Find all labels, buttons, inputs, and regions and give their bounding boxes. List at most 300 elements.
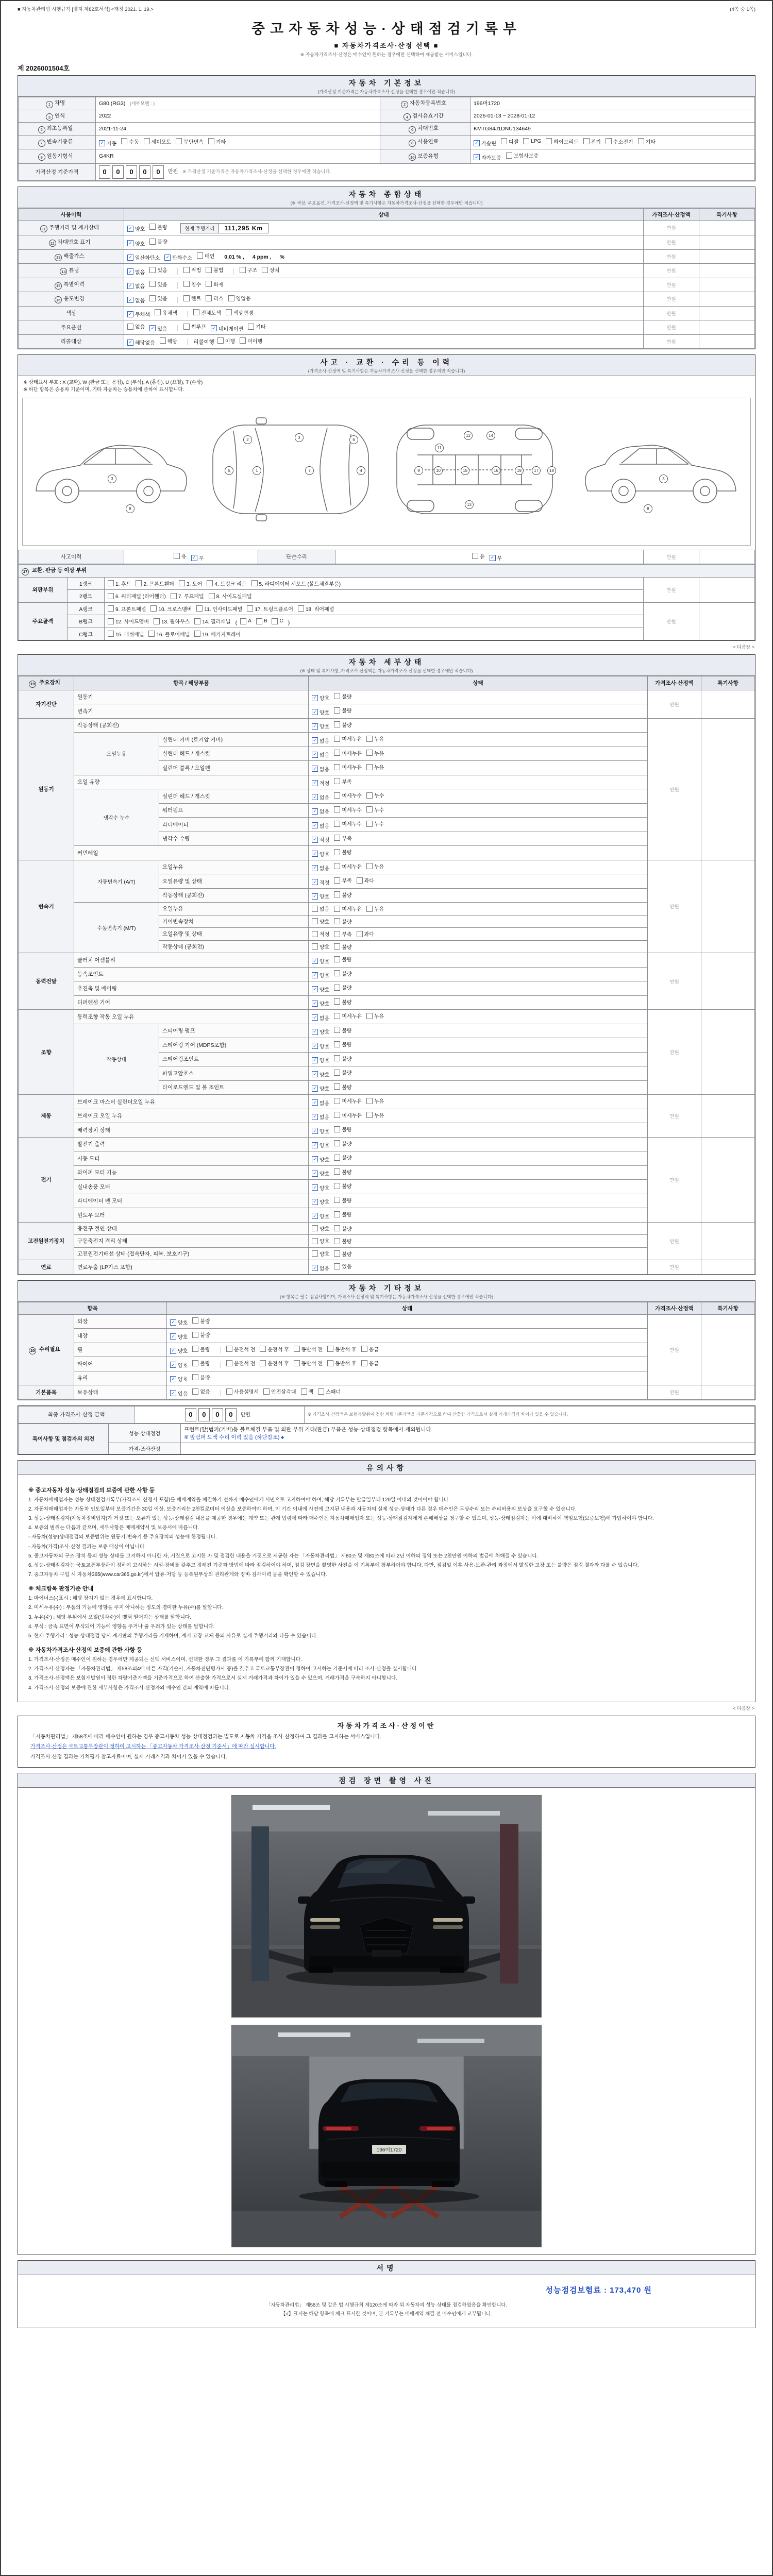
checkbox-checked-icon[interactable]: ✓	[312, 1199, 318, 1205]
checkbox-icon[interactable]	[294, 1360, 300, 1366]
checkbox-icon[interactable]	[334, 721, 340, 727]
checkbox-icon[interactable]	[327, 1360, 333, 1366]
checkbox-icon[interactable]	[361, 1346, 367, 1352]
checkbox-icon[interactable]	[149, 281, 156, 287]
checkbox-icon[interactable]	[334, 792, 340, 799]
checkbox-option[interactable]	[334, 918, 351, 925]
checkbox-icon[interactable]	[334, 1168, 340, 1175]
checkbox-option[interactable]	[192, 1317, 210, 1325]
checkbox-option[interactable]	[298, 605, 334, 613]
checkbox-icon[interactable]	[334, 736, 340, 742]
checkbox-checked-icon[interactable]: ✓	[127, 240, 133, 246]
checkbox-option[interactable]	[334, 1154, 351, 1161]
checkbox-option[interactable]	[366, 862, 384, 870]
checkbox-icon[interactable]	[226, 1388, 232, 1395]
checkbox-icon[interactable]	[312, 1250, 318, 1257]
checkbox-option[interactable]	[334, 834, 351, 842]
checkbox-option[interactable]	[226, 1359, 255, 1367]
checkbox-option[interactable]	[334, 862, 362, 870]
checkbox-icon[interactable]	[206, 267, 212, 273]
checkbox-checked-icon[interactable]: ✓	[312, 1086, 318, 1092]
checkbox-icon[interactable]	[174, 553, 180, 559]
checkbox-checked-icon[interactable]: ✓	[127, 311, 133, 317]
checkbox-icon[interactable]	[501, 138, 507, 144]
checkbox-icon[interactable]	[251, 580, 258, 586]
checkbox-icon[interactable]	[334, 750, 340, 756]
checkbox-icon[interactable]	[334, 1211, 340, 1217]
checkbox-icon[interactable]	[523, 138, 529, 144]
checkbox-option[interactable]	[149, 223, 167, 231]
checkbox-icon[interactable]	[193, 309, 199, 315]
checkbox-option[interactable]	[263, 1387, 296, 1395]
checkbox-option[interactable]	[312, 1056, 329, 1064]
checkbox-option[interactable]	[164, 253, 192, 261]
checkbox-option[interactable]	[127, 240, 145, 247]
checkbox-icon[interactable]	[226, 1346, 232, 1352]
checkbox-option[interactable]	[312, 864, 329, 872]
checkbox-option[interactable]	[334, 763, 362, 771]
checkbox-option[interactable]	[334, 735, 362, 742]
checkbox-checked-icon[interactable]: ✓	[127, 255, 133, 261]
checkbox-option[interactable]	[312, 878, 329, 886]
checkbox-option[interactable]	[148, 630, 190, 638]
checkbox-option[interactable]	[226, 1387, 259, 1395]
checkbox-option[interactable]	[192, 1331, 210, 1338]
checkbox-checked-icon[interactable]: ✓	[312, 1014, 318, 1021]
checkbox-icon[interactable]	[334, 1197, 340, 1203]
checkbox-option[interactable]	[366, 905, 384, 912]
checkbox-option[interactable]	[312, 1042, 329, 1050]
checkbox-icon[interactable]	[108, 593, 114, 599]
checkbox-option[interactable]	[272, 618, 283, 624]
checkbox-option[interactable]	[192, 1359, 210, 1367]
checkbox-option[interactable]	[312, 1212, 329, 1220]
checkbox-option[interactable]	[312, 1014, 329, 1022]
checkbox-icon[interactable]	[121, 138, 127, 144]
checkbox-icon[interactable]	[334, 778, 340, 784]
checkbox-icon[interactable]	[108, 605, 114, 612]
checkbox-icon[interactable]	[149, 224, 156, 230]
checkbox-option[interactable]	[312, 737, 329, 744]
checkbox-icon[interactable]	[144, 138, 150, 144]
checkbox-icon[interactable]	[171, 593, 177, 599]
checkbox-icon[interactable]	[334, 1098, 340, 1104]
checkbox-icon[interactable]	[334, 1238, 340, 1244]
checkbox-option[interactable]	[366, 791, 384, 799]
checkbox-option[interactable]	[334, 1250, 351, 1258]
checkbox-option[interactable]	[312, 1141, 329, 1149]
checkbox-option[interactable]	[334, 955, 351, 963]
checkbox-icon[interactable]	[357, 931, 363, 937]
checkbox-option[interactable]	[226, 309, 254, 316]
checkbox-icon[interactable]	[240, 267, 246, 273]
checkbox-checked-icon[interactable]: ✓	[312, 958, 318, 964]
checkbox-icon[interactable]	[366, 792, 373, 799]
checkbox-option[interactable]	[334, 692, 351, 700]
checkbox-checked-icon[interactable]: ✓	[312, 1171, 318, 1177]
checkbox-option[interactable]	[127, 225, 145, 232]
checkbox-option[interactable]	[240, 618, 251, 624]
checkbox-option[interactable]	[312, 1099, 329, 1107]
checkbox-option[interactable]	[160, 337, 177, 345]
checkbox-option[interactable]	[334, 706, 351, 714]
checkbox-option[interactable]	[334, 1168, 351, 1176]
checkbox-option[interactable]	[312, 1225, 329, 1232]
checkbox-option[interactable]	[149, 325, 167, 332]
checkbox-icon[interactable]	[472, 553, 478, 559]
checkbox-checked-icon[interactable]: ✓	[312, 808, 318, 815]
checkbox-icon[interactable]	[357, 877, 363, 884]
checkbox-option[interactable]	[149, 266, 167, 274]
checkbox-icon[interactable]	[207, 580, 213, 586]
checkbox-icon[interactable]	[192, 1332, 198, 1338]
checkbox-icon[interactable]	[334, 863, 340, 869]
checkbox-option[interactable]	[312, 971, 329, 979]
checkbox-icon[interactable]	[149, 267, 156, 273]
checkbox-option[interactable]	[294, 1359, 323, 1367]
checkbox-option[interactable]	[136, 580, 174, 587]
checkbox-icon[interactable]	[361, 1360, 367, 1366]
checkbox-option[interactable]	[490, 554, 502, 562]
checkbox-icon[interactable]	[108, 618, 114, 624]
checkbox-icon[interactable]	[208, 138, 214, 144]
checkbox-option[interactable]	[357, 930, 374, 938]
checkbox-option[interactable]	[366, 806, 384, 814]
checkbox-icon[interactable]	[334, 693, 340, 699]
checkbox-option[interactable]	[194, 617, 230, 625]
checkbox-icon[interactable]	[312, 931, 318, 937]
checkbox-option[interactable]	[366, 749, 384, 757]
checkbox-icon[interactable]	[546, 138, 552, 144]
checkbox-checked-icon[interactable]: ✓	[149, 325, 156, 331]
checkbox-checked-icon[interactable]: ✓	[312, 1128, 318, 1134]
checkbox-option[interactable]	[334, 1182, 351, 1190]
checkbox-option[interactable]	[193, 309, 221, 316]
checkbox-checked-icon[interactable]: ✓	[312, 1265, 318, 1271]
checkbox-checked-icon[interactable]: ✓	[312, 865, 318, 871]
checkbox-icon[interactable]	[334, 877, 340, 884]
checkbox-option[interactable]	[262, 266, 279, 274]
checkbox-option[interactable]	[108, 617, 149, 625]
checkbox-option[interactable]	[208, 138, 226, 145]
checkbox-icon[interactable]	[256, 618, 262, 624]
checkbox-checked-icon[interactable]: ✓	[312, 1043, 318, 1049]
checkbox-checked-icon[interactable]: ✓	[191, 555, 197, 561]
checkbox-option[interactable]	[334, 1225, 351, 1232]
checkbox-option[interactable]	[108, 630, 144, 638]
checkbox-checked-icon[interactable]: ✓	[312, 723, 318, 730]
checkbox-option[interactable]	[155, 309, 177, 316]
checkbox-icon[interactable]	[334, 1183, 340, 1189]
checkbox-icon[interactable]	[260, 1360, 266, 1366]
checkbox-icon[interactable]	[179, 580, 185, 586]
checkbox-checked-icon[interactable]: ✓	[312, 1213, 318, 1219]
checkbox-option[interactable]	[312, 957, 329, 965]
checkbox-icon[interactable]	[334, 1112, 340, 1118]
checkbox-option[interactable]	[192, 1387, 210, 1395]
checkbox-option[interactable]	[312, 836, 329, 843]
checkbox-option[interactable]	[312, 943, 329, 951]
checkbox-checked-icon[interactable]: ✓	[312, 1114, 318, 1120]
checkbox-option[interactable]	[251, 580, 341, 587]
checkbox-icon[interactable]	[334, 918, 340, 924]
checkbox-checked-icon[interactable]: ✓	[312, 1184, 318, 1191]
checkbox-option[interactable]	[334, 1210, 351, 1218]
checkbox-icon[interactable]	[194, 631, 200, 637]
checkbox-icon[interactable]	[334, 931, 340, 937]
checkbox-option[interactable]	[546, 138, 578, 145]
checkbox-checked-icon[interactable]: ✓	[170, 1390, 176, 1396]
checkbox-option[interactable]	[312, 765, 329, 773]
checkbox-option[interactable]	[228, 294, 251, 302]
checkbox-option[interactable]	[334, 1237, 351, 1245]
checkbox-icon[interactable]	[217, 337, 224, 344]
checkbox-checked-icon[interactable]: ✓	[312, 766, 318, 772]
checkbox-icon[interactable]	[160, 337, 166, 344]
checkbox-checked-icon[interactable]: ✓	[127, 283, 133, 289]
checkbox-icon[interactable]	[206, 281, 212, 287]
checkbox-option[interactable]	[334, 891, 351, 899]
checkbox-checked-icon[interactable]: ✓	[127, 268, 133, 275]
checkbox-icon[interactable]	[334, 849, 340, 855]
checkbox-checked-icon[interactable]: ✓	[312, 1142, 318, 1148]
checkbox-checked-icon[interactable]: ✓	[312, 893, 318, 900]
checkbox-icon[interactable]	[366, 906, 373, 912]
checkbox-option[interactable]	[194, 630, 241, 638]
checkbox-icon[interactable]	[583, 138, 590, 144]
checkbox-checked-icon[interactable]: ✓	[312, 986, 318, 992]
checkbox-icon[interactable]	[334, 1027, 340, 1033]
checkbox-option[interactable]	[327, 1345, 356, 1353]
checkbox-option[interactable]	[334, 1262, 351, 1270]
checkbox-checked-icon[interactable]: ✓	[312, 709, 318, 715]
checkbox-option[interactable]	[209, 592, 252, 600]
checkbox-option[interactable]	[334, 721, 351, 728]
checkbox-option[interactable]	[366, 735, 384, 742]
checkbox-option[interactable]	[312, 999, 329, 1007]
checkbox-option[interactable]	[312, 1184, 329, 1192]
checkbox-option[interactable]	[334, 970, 351, 977]
checkbox-icon[interactable]	[334, 970, 340, 976]
checkbox-option[interactable]	[301, 1387, 314, 1395]
checkbox-checked-icon[interactable]: ✓	[312, 851, 318, 857]
checkbox-option[interactable]	[312, 708, 329, 716]
checkbox-icon[interactable]	[127, 324, 133, 330]
checkbox-option[interactable]	[312, 1071, 329, 1078]
checkbox-option[interactable]	[312, 722, 329, 730]
checkbox-option[interactable]	[366, 1012, 384, 1020]
checkbox-option[interactable]	[334, 876, 351, 884]
checkbox-option[interactable]	[334, 1196, 351, 1204]
checkbox-option[interactable]	[192, 1374, 210, 1381]
checkbox-option[interactable]	[149, 238, 167, 245]
checkbox-checked-icon[interactable]: ✓	[312, 1029, 318, 1035]
checkbox-option[interactable]	[171, 592, 204, 600]
checkbox-option[interactable]	[183, 280, 201, 288]
checkbox-option[interactable]	[334, 806, 362, 814]
checkbox-option[interactable]	[149, 280, 167, 288]
checkbox-option[interactable]	[206, 294, 223, 302]
checkbox-checked-icon[interactable]: ✓	[312, 822, 318, 828]
checkbox-icon[interactable]	[263, 1388, 270, 1395]
checkbox-checked-icon[interactable]: ✓	[474, 154, 480, 160]
checkbox-option[interactable]	[606, 138, 633, 145]
checkbox-option[interactable]	[334, 1125, 351, 1133]
checkbox-option[interactable]	[638, 138, 656, 145]
checkbox-option[interactable]	[108, 592, 166, 600]
checkbox-icon[interactable]	[366, 736, 373, 742]
checkbox-icon[interactable]	[312, 918, 318, 924]
checkbox-icon[interactable]	[334, 806, 340, 812]
checkbox-option[interactable]	[474, 154, 501, 161]
checkbox-option[interactable]	[327, 1359, 356, 1367]
checkbox-icon[interactable]	[197, 252, 203, 259]
checkbox-icon[interactable]	[228, 295, 234, 301]
checkbox-icon[interactable]	[272, 618, 278, 624]
checkbox-checked-icon[interactable]: ✓	[312, 1001, 318, 1007]
checkbox-checked-icon[interactable]: ✓	[312, 837, 318, 843]
checkbox-icon[interactable]	[183, 324, 190, 330]
checkbox-icon[interactable]	[154, 618, 160, 624]
checkbox-option[interactable]	[197, 252, 214, 260]
checkbox-option[interactable]	[312, 793, 329, 801]
checkbox-option[interactable]	[334, 1140, 351, 1147]
checkbox-option[interactable]	[174, 552, 187, 560]
checkbox-option[interactable]	[334, 749, 362, 757]
checkbox-checked-icon[interactable]: ✓	[170, 1376, 176, 1382]
checkbox-option[interactable]	[207, 580, 246, 587]
checkbox-option[interactable]	[176, 138, 204, 145]
checkbox-checked-icon[interactable]: ✓	[312, 972, 318, 978]
checkbox-checked-icon[interactable]: ✓	[170, 1319, 176, 1326]
checkbox-icon[interactable]	[262, 267, 268, 273]
checkbox-icon[interactable]	[334, 821, 340, 827]
checkbox-option[interactable]	[154, 617, 190, 625]
checkbox-checked-icon[interactable]: ✓	[127, 297, 133, 303]
checkbox-option[interactable]	[179, 580, 202, 587]
checkbox-option[interactable]	[312, 850, 329, 858]
checkbox-icon[interactable]	[334, 956, 340, 962]
checkbox-checked-icon[interactable]: ✓	[474, 140, 480, 146]
checkbox-option[interactable]	[170, 1347, 188, 1354]
checkbox-icon[interactable]	[209, 593, 215, 599]
checkbox-checked-icon[interactable]: ✓	[490, 555, 496, 561]
checkbox-icon[interactable]	[334, 707, 340, 714]
checkbox-option[interactable]	[334, 1097, 362, 1105]
checkbox-option[interactable]	[121, 138, 139, 145]
checkbox-option[interactable]	[312, 986, 329, 993]
checkbox-option[interactable]	[366, 820, 384, 827]
checkbox-icon[interactable]	[226, 309, 232, 315]
checkbox-option[interactable]	[260, 1345, 289, 1353]
checkbox-option[interactable]	[312, 918, 329, 925]
checkbox-option[interactable]	[226, 1345, 255, 1353]
checkbox-option[interactable]	[240, 337, 262, 345]
checkbox-option[interactable]	[183, 323, 206, 330]
checkbox-option[interactable]	[334, 1083, 351, 1091]
checkbox-option[interactable]	[474, 139, 496, 147]
checkbox-icon[interactable]	[108, 580, 114, 586]
checkbox-option[interactable]	[294, 1345, 323, 1353]
checkbox-option[interactable]	[127, 296, 145, 304]
checkbox-option[interactable]	[170, 1389, 188, 1397]
checkbox-icon[interactable]	[334, 1140, 340, 1146]
checkbox-option[interactable]	[206, 280, 223, 288]
checkbox-option[interactable]	[170, 1361, 188, 1369]
checkbox-option[interactable]	[334, 777, 351, 785]
checkbox-icon[interactable]	[334, 1055, 340, 1061]
checkbox-option[interactable]	[334, 998, 351, 1006]
checkbox-icon[interactable]	[334, 1225, 340, 1231]
checkbox-checked-icon[interactable]: ✓	[211, 325, 217, 331]
checkbox-option[interactable]	[312, 905, 329, 912]
checkbox-option[interactable]	[217, 337, 235, 345]
checkbox-icon[interactable]	[334, 1013, 340, 1019]
checkbox-icon[interactable]	[192, 1360, 198, 1366]
checkbox-icon[interactable]	[334, 1155, 340, 1161]
checkbox-option[interactable]	[334, 820, 362, 827]
checkbox-option[interactable]	[312, 694, 329, 702]
checkbox-option[interactable]	[170, 1318, 188, 1326]
checkbox-checked-icon[interactable]: ✓	[312, 695, 318, 701]
checkbox-option[interactable]	[247, 605, 293, 613]
checkbox-icon[interactable]	[312, 1238, 318, 1244]
checkbox-option[interactable]	[206, 266, 223, 274]
checkbox-icon[interactable]	[334, 835, 340, 841]
checkbox-icon[interactable]	[366, 750, 373, 756]
checkbox-option[interactable]	[127, 323, 145, 330]
checkbox-option[interactable]	[240, 266, 257, 274]
checkbox-option[interactable]	[192, 1345, 210, 1353]
checkbox-option[interactable]	[334, 984, 351, 991]
checkbox-icon[interactable]	[366, 1112, 373, 1118]
checkbox-icon[interactable]	[149, 239, 156, 245]
checkbox-option[interactable]	[334, 1026, 351, 1034]
checkbox-icon[interactable]	[301, 1388, 307, 1395]
checkbox-icon[interactable]	[155, 309, 161, 315]
checkbox-icon[interactable]	[334, 985, 340, 991]
checkbox-option[interactable]	[472, 552, 485, 560]
checkbox-icon[interactable]	[108, 631, 114, 637]
checkbox-option[interactable]	[312, 779, 329, 787]
checkbox-option[interactable]	[312, 1250, 329, 1258]
checkbox-option[interactable]	[256, 618, 267, 624]
checkbox-icon[interactable]	[334, 1126, 340, 1132]
checkbox-option[interactable]	[312, 807, 329, 815]
checkbox-option[interactable]	[334, 1111, 362, 1119]
checkbox-icon[interactable]	[294, 1346, 300, 1352]
checkbox-checked-icon[interactable]: ✓	[170, 1333, 176, 1340]
checkbox-option[interactable]	[361, 1345, 379, 1353]
checkbox-option[interactable]	[357, 876, 374, 884]
checkbox-icon[interactable]	[148, 631, 155, 637]
checkbox-icon[interactable]	[334, 1041, 340, 1047]
checkbox-option[interactable]	[312, 1237, 329, 1245]
checkbox-icon[interactable]	[298, 605, 304, 612]
checkbox-option[interactable]	[312, 1198, 329, 1206]
checkbox-checked-icon[interactable]: ✓	[170, 1362, 176, 1368]
checkbox-checked-icon[interactable]: ✓	[312, 752, 318, 758]
checkbox-option[interactable]	[312, 1156, 329, 1163]
checkbox-icon[interactable]	[192, 1374, 198, 1380]
checkbox-checked-icon[interactable]: ✓	[312, 1057, 318, 1063]
checkbox-icon[interactable]	[334, 943, 340, 950]
checkbox-icon[interactable]	[183, 267, 190, 273]
checkbox-icon[interactable]	[334, 906, 340, 912]
checkbox-icon[interactable]	[327, 1346, 333, 1352]
checkbox-option[interactable]	[334, 1069, 351, 1076]
checkbox-icon[interactable]	[183, 295, 190, 301]
